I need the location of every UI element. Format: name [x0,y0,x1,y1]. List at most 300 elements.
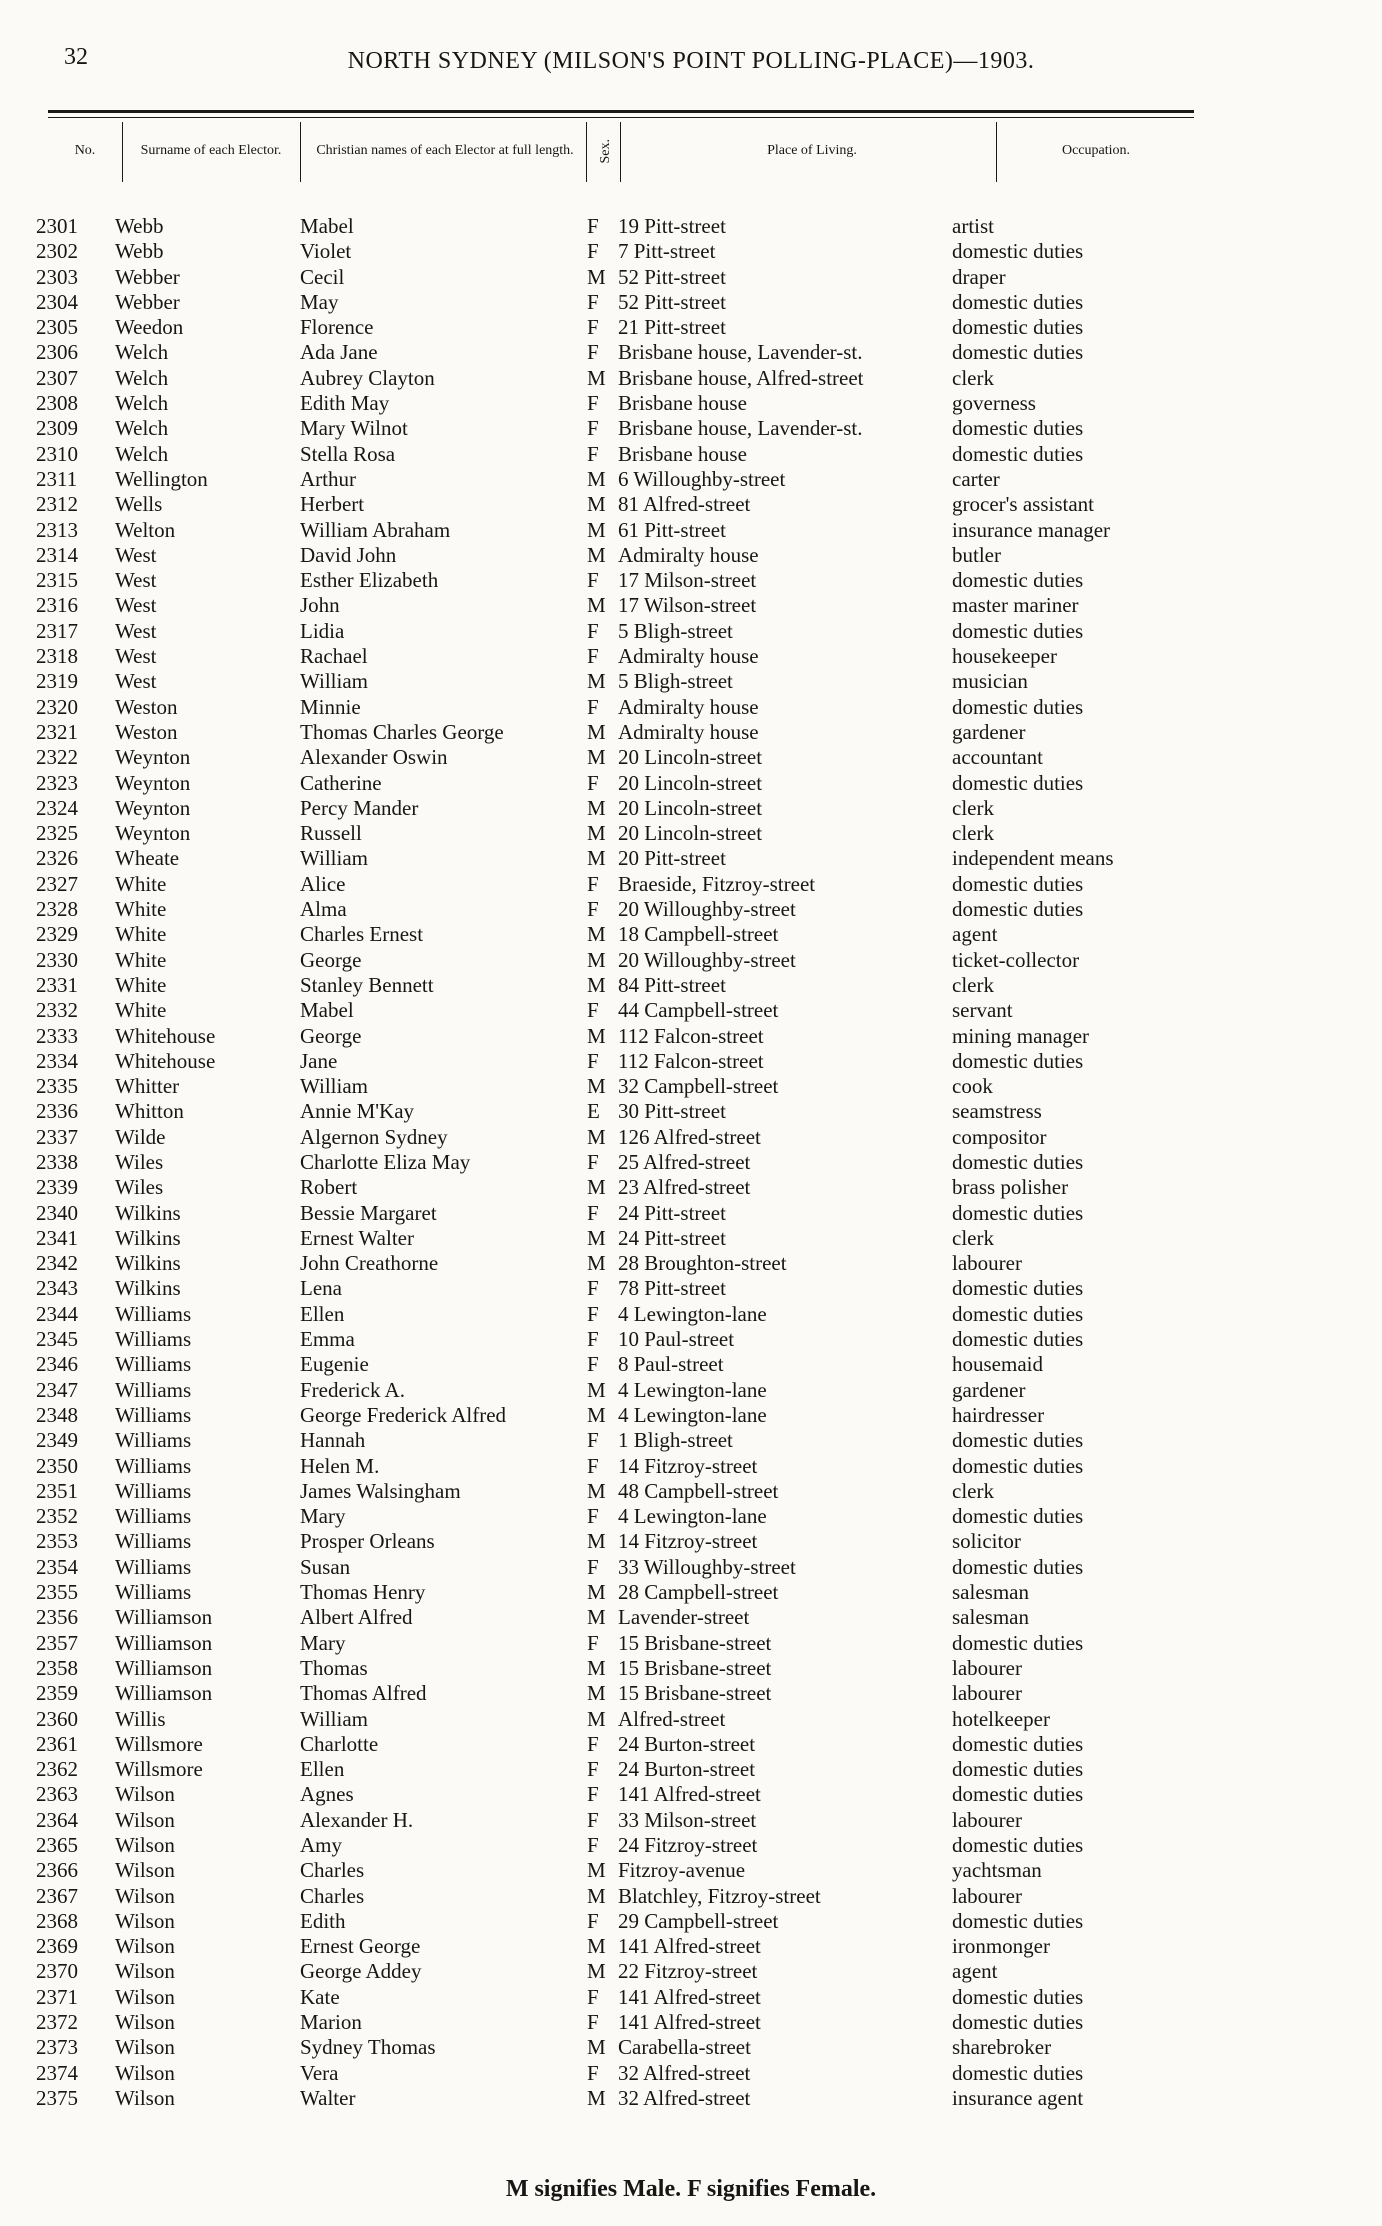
elector-occupation: salesman [952,1605,1029,1630]
elector-number: 2307 [36,365,78,390]
table-row [0,239,1382,264]
elector-surname: Wilson [115,1959,175,1984]
elector-christian-names: Mabel [300,214,354,238]
elector-christian-names: Cecil [300,264,345,289]
table-row [0,1884,1382,1909]
elector-sex: M [587,719,606,744]
elector-christian-names: Amy [300,1833,342,1857]
elector-christian-names: Ernest George [300,1934,421,1959]
elector-sex: F [587,998,599,1023]
elector-sex: M [587,947,606,972]
elector-occupation: domestic duties [952,1554,1084,1579]
elector-number: 2357 [36,1630,78,1655]
elector-surname: Welch [115,365,169,390]
elector-number: 2368 [36,1908,78,1933]
elector-number: 2347 [36,1377,78,1402]
elector-place-of-living: 15 Brisbane-street [618,1630,772,1655]
elector-occupation: domestic duties [952,1908,1084,1933]
elector-surname: Weynton [115,795,191,820]
elector-place-of-living: Fitzroy-avenue [618,1858,746,1883]
elector-number: 2321 [36,719,78,744]
elector-number: 2370 [36,1959,78,1984]
elector-surname: Williams [115,1327,192,1352]
elector-place-of-living: 18 Campbell-street [618,922,779,947]
elector-surname: Whitehouse [115,1048,216,1073]
elector-surname: Welton [115,517,176,542]
elector-christian-names: Stanley Bennett [300,972,434,997]
elector-sex: M [587,1858,606,1883]
elector-christian-names: Ellen [300,1757,345,1782]
elector-number: 2374 [36,2060,78,2085]
elector-surname: Williams [115,1580,192,1605]
elector-sex: M [587,1225,606,1250]
elector-christian-names: Alma [300,897,347,922]
elector-surname: West [115,669,157,694]
elector-christian-names: Albert Alfred [300,1605,413,1630]
elector-place-of-living: 4 Lewington-lane [618,1504,767,1529]
elector-occupation: musician [952,669,1028,694]
elector-number: 2336 [36,1099,78,1124]
elector-sex: M [587,1883,606,1908]
elector-place-of-living: 15 Brisbane-street [618,1681,772,1706]
table-row [0,1454,1382,1479]
elector-place-of-living: 126 Alfred-street [618,1124,761,1149]
elector-christian-names: Thomas Alfred [300,1681,427,1706]
elector-number: 2375 [36,2085,78,2110]
elector-sex: F [587,770,599,795]
elector-christian-names: Mary Wilnot [300,416,408,441]
elector-christian-names: James Walsingham [300,1478,461,1503]
elector-surname: Welch [115,391,169,416]
table-row [0,340,1382,365]
table-row [0,1251,1382,1276]
elector-sex: M [587,1377,606,1402]
elector-sex: F [587,239,599,264]
elector-number: 2360 [36,1706,78,1731]
elector-occupation: domestic duties [952,1630,1084,1655]
elector-christian-names: Emma [300,1327,355,1352]
elector-christian-names: Ada Jane [300,340,378,365]
header-rule-thick [48,110,1194,113]
elector-christian-names: Robert [300,1175,358,1200]
elector-place-of-living: 20 Pitt-street [618,846,726,871]
elector-place-of-living: 24 Fitzroy-street [618,1833,758,1857]
elector-occupation: brass polisher [952,1175,1069,1200]
elector-number: 2315 [36,568,78,593]
elector-surname: Wilkins [115,1225,181,1250]
elector-occupation: grocer's assistant [952,492,1094,517]
elector-christian-names: William Abraham [300,517,451,542]
elector-occupation: independent means [952,846,1114,871]
elector-occupation: clerk [952,795,994,820]
table-row [0,1631,1382,1656]
elector-number: 2342 [36,1251,78,1276]
elector-number: 2306 [36,340,78,365]
elector-place-of-living: 112 Falcon-street [618,1048,764,1073]
elector-place-of-living: Admiralty house [618,644,759,669]
elector-surname: Williams [115,1352,192,1377]
elector-place-of-living: 17 Milson-street [618,568,757,593]
elector-place-of-living: 14 Fitzroy-street [618,1453,758,1478]
elector-occupation: domestic duties [952,1833,1084,1857]
elector-place-of-living: 21 Pitt-street [618,315,726,340]
elector-sex: F [587,1276,599,1301]
elector-occupation: insurance agent [952,2085,1084,2110]
elector-occupation: clerk [952,1225,994,1250]
elector-number: 2323 [36,770,78,795]
elector-occupation: master mariner [952,593,1079,618]
elector-number: 2362 [36,1757,78,1782]
elector-occupation: cook [952,1074,993,1099]
elector-surname: White [115,871,167,896]
column-divider [620,122,621,182]
elector-surname: Webber [115,264,180,289]
elector-sex: M [587,1124,606,1149]
elector-surname: Wilson [115,1908,175,1933]
table-row [0,416,1382,441]
elector-number: 2341 [36,1225,78,1250]
elector-number: 2373 [36,2035,78,2060]
elector-place-of-living: 24 Burton-street [618,1731,756,1756]
elector-place-of-living: Lavender-street [618,1605,750,1630]
elector-number: 2318 [36,644,78,669]
elector-number: 2335 [36,1074,78,1099]
elector-occupation: insurance manager [952,517,1111,542]
elector-place-of-living: 33 Willoughby-street [618,1554,796,1579]
elector-place-of-living: 33 Milson-street [618,1807,757,1832]
elector-place-of-living: 24 Pitt-street [618,1200,726,1225]
elector-sex: F [587,416,599,441]
elector-sex: M [587,745,606,770]
elector-sex: F [587,644,599,669]
elector-number: 2316 [36,593,78,618]
elector-occupation: gardener [952,1377,1026,1402]
table-row [0,1858,1382,1883]
table-row [0,1529,1382,1554]
elector-place-of-living: 5 Bligh-street [618,669,733,694]
elector-occupation: domestic duties [952,2060,1084,2085]
elector-surname: Whitton [115,1099,184,1124]
elector-place-of-living: 10 Paul-street [618,1327,735,1352]
elector-place-of-living: 112 Falcon-street [618,1023,764,1048]
elector-sex: M [587,1580,606,1605]
elector-sex: F [587,2010,599,2035]
elector-sex: F [587,289,599,314]
table-row [0,1909,1382,1934]
elector-number: 2356 [36,1605,78,1630]
elector-surname: White [115,972,167,997]
elector-place-of-living: Admiralty house [618,542,759,567]
elector-place-of-living: 22 Fitzroy-street [618,1959,758,1984]
elector-number: 2301 [36,214,78,238]
elector-place-of-living: 30 Pitt-street [618,1099,726,1124]
elector-christian-names: George Addey [300,1959,422,1984]
elector-place-of-living: Braeside, Fitzroy-street [618,871,816,896]
elector-sex: M [587,1605,606,1630]
elector-number: 2310 [36,441,78,466]
elector-occupation: salesman [952,1580,1029,1605]
elector-number: 2325 [36,821,78,846]
table-row [0,543,1382,568]
elector-occupation: labourer [952,1655,1022,1680]
elector-occupation: carter [952,466,1000,491]
elector-occupation: domestic duties [952,1504,1084,1529]
elector-occupation: compositor [952,1124,1047,1149]
table-row [0,1327,1382,1352]
elector-christian-names: Mary [300,1504,346,1529]
elector-christian-names: Florence [300,315,374,340]
table-row [0,644,1382,669]
elector-christian-names: Minnie [300,694,361,719]
elector-christian-names: Edith May [300,391,390,416]
elector-number: 2348 [36,1402,78,1427]
elector-occupation: servant [952,998,1013,1023]
elector-surname: White [115,998,167,1023]
elector-christian-names: Agnes [300,1782,354,1807]
table-row [0,290,1382,315]
elector-occupation: housemaid [952,1352,1043,1377]
elector-number: 2328 [36,897,78,922]
elector-sex: M [587,1023,606,1048]
elector-number: 2302 [36,239,78,264]
table-row [0,1024,1382,1049]
elector-sex: M [587,542,606,567]
elector-place-of-living: 32 Alfred-street [618,2085,751,2110]
elector-christian-names: Lena [300,1276,342,1301]
elector-place-of-living: Brisbane house, Lavender-st. [618,340,863,365]
header-occupation: Occupation. [1061,143,1131,158]
table-row [0,1302,1382,1327]
table-row [0,1428,1382,1453]
elector-sex: F [587,391,599,416]
elector-occupation: clerk [952,821,994,846]
elector-sex: M [587,1529,606,1554]
elector-christian-names: Thomas Charles George [300,719,504,744]
header-rule-thin [48,117,1194,118]
elector-occupation: domestic duties [952,1327,1084,1352]
elector-christian-names: Susan [300,1554,351,1579]
table-row [0,1049,1382,1074]
elector-number: 2319 [36,669,78,694]
header-sex [588,120,624,182]
elector-number: 2303 [36,264,78,289]
elector-number: 2363 [36,1782,78,1807]
elector-christian-names: Catherine [300,770,382,795]
elector-christian-names: Aubrey Clayton [300,365,435,390]
elector-surname: West [115,593,157,618]
elector-surname: Wilson [115,2010,175,2035]
elector-christian-names: John Creathorne [300,1251,439,1276]
table-row [0,265,1382,290]
elector-number: 2345 [36,1327,78,1352]
elector-sex: F [587,1757,599,1782]
elector-occupation: domestic duties [952,1301,1084,1326]
elector-place-of-living: 20 Lincoln-street [618,745,763,770]
elector-surname: West [115,644,157,669]
elector-number: 2312 [36,492,78,517]
elector-surname: Wilson [115,1883,175,1908]
elector-occupation: accountant [952,745,1043,770]
elector-number: 2311 [36,466,78,491]
elector-number: 2351 [36,1478,78,1503]
elector-surname: Weston [115,719,178,744]
elector-christian-names: Herbert [300,492,365,517]
table-row [0,2061,1382,2086]
elector-occupation: labourer [952,1883,1022,1908]
elector-sex: M [587,1934,606,1959]
elector-surname: Wilkins [115,1276,181,1301]
table-row [0,1504,1382,1529]
elector-occupation: domestic duties [952,871,1084,896]
table-row [0,1605,1382,1630]
elector-occupation: agent [952,922,998,947]
elector-place-of-living: Brisbane house, Lavender-st. [618,416,863,441]
elector-number: 2350 [36,1453,78,1478]
table-row [0,1555,1382,1580]
elector-surname: Williamson [115,1605,213,1630]
elector-occupation: domestic duties [952,1428,1084,1453]
elector-sex: M [587,593,606,618]
elector-surname: Willsmore [115,1731,203,1756]
elector-christian-names: Frederick A. [300,1377,405,1402]
elector-occupation: agent [952,1959,998,1984]
elector-sex: M [587,846,606,871]
table-row [0,745,1382,770]
elector-occupation: domestic duties [952,1782,1084,1807]
elector-surname: Williams [115,1402,192,1427]
elector-christian-names: Algernon Sydney [300,1124,448,1149]
elector-sex: M [587,365,606,390]
elector-surname: Wilson [115,2035,175,2060]
elector-place-of-living: 8 Paul-street [618,1352,724,1377]
elector-surname: Wilson [115,1782,175,1807]
elector-surname: Wells [115,492,163,517]
elector-place-of-living: 20 Willoughby-street [618,897,796,922]
elector-sex: F [587,1428,599,1453]
elector-occupation: yachtsman [952,1858,1042,1883]
elector-number: 2305 [36,315,78,340]
elector-number: 2369 [36,1934,78,1959]
elector-surname: Weynton [115,821,191,846]
elector-surname: White [115,947,167,972]
elector-number: 2355 [36,1580,78,1605]
elector-christian-names: Jane [300,1048,338,1073]
elector-number: 2372 [36,2010,78,2035]
elector-surname: Willis [115,1706,166,1731]
elector-occupation: domestic duties [952,441,1084,466]
elector-surname: Wiles [115,1175,164,1200]
elector-number: 2317 [36,618,78,643]
elector-place-of-living: 20 Willoughby-street [618,947,796,972]
elector-occupation: domestic duties [952,897,1084,922]
elector-place-of-living: 32 Campbell-street [618,1074,779,1099]
elector-surname: Williamson [115,1655,213,1680]
table-row [0,1378,1382,1403]
elector-sex: F [587,1554,599,1579]
elector-christian-names: Arthur [300,466,356,491]
elector-sex: M [587,2085,606,2110]
elector-place-of-living: 32 Alfred-street [618,2060,751,2085]
elector-christian-names: Rachael [300,644,368,669]
elector-sex: M [587,1251,606,1276]
table-row [0,1757,1382,1782]
elector-christian-names: Thomas [300,1655,368,1680]
elector-occupation: clerk [952,972,994,997]
elector-christian-names: Percy Mander [300,795,419,820]
elector-number: 2332 [36,998,78,1023]
table-row [0,1580,1382,1605]
table-row [0,1934,1382,1959]
elector-surname: Webb [115,214,164,238]
elector-number: 2359 [36,1681,78,1706]
elector-surname: Wilson [115,2085,175,2110]
elector-surname: Welch [115,340,169,365]
elector-sex: F [587,1048,599,1073]
elector-number: 2371 [36,1984,78,2009]
elector-christian-names: John [300,593,340,618]
elector-surname: West [115,568,157,593]
elector-occupation: labourer [952,1681,1022,1706]
elector-sex: M [587,517,606,542]
elector-sex: M [587,1681,606,1706]
elector-surname: Weston [115,694,178,719]
elector-sex: M [587,795,606,820]
elector-number: 2346 [36,1352,78,1377]
elector-christian-names: Alice [300,871,346,896]
elector-sex: M [587,2035,606,2060]
elector-number: 2320 [36,694,78,719]
elector-place-of-living: 4 Lewington-lane [618,1402,767,1427]
elector-sex: F [587,1833,599,1857]
column-divider [996,122,997,182]
elector-christian-names: Kate [300,1984,340,2009]
elector-number: 2343 [36,1276,78,1301]
elector-number: 2314 [36,542,78,567]
table-row [0,821,1382,846]
table-row [0,1782,1382,1807]
elector-number: 2358 [36,1655,78,1680]
elector-occupation: domestic duties [952,416,1084,441]
elector-place-of-living: 81 Alfred-street [618,492,751,517]
table-row [0,467,1382,492]
table-row [0,1352,1382,1377]
elector-sex: F [587,1200,599,1225]
elector-christian-names: Helen M. [300,1453,380,1478]
elector-surname: Williams [115,1554,192,1579]
elector-surname: Williams [115,1301,192,1326]
elector-place-of-living: 141 Alfred-street [618,1984,761,2009]
elector-christian-names: Eugenie [300,1352,369,1377]
elector-surname: Weedon [115,315,184,340]
elector-sex: F [587,1807,599,1832]
elector-list [0,214,1382,2111]
elector-number: 2338 [36,1149,78,1174]
elector-number: 2308 [36,391,78,416]
elector-surname: Willsmore [115,1757,203,1782]
elector-number: 2313 [36,517,78,542]
elector-place-of-living: 20 Lincoln-street [618,770,763,795]
elector-place-of-living: Brisbane house [618,441,747,466]
elector-surname: Williams [115,1377,192,1402]
elector-sex: F [587,897,599,922]
elector-christian-names: Edith [300,1908,346,1933]
elector-christian-names: Esther Elizabeth [300,568,439,593]
elector-number: 2344 [36,1301,78,1326]
elector-place-of-living: 15 Brisbane-street [618,1655,772,1680]
elector-sex: F [587,1630,599,1655]
elector-place-of-living: 28 Campbell-street [618,1580,779,1605]
table-row [0,1656,1382,1681]
